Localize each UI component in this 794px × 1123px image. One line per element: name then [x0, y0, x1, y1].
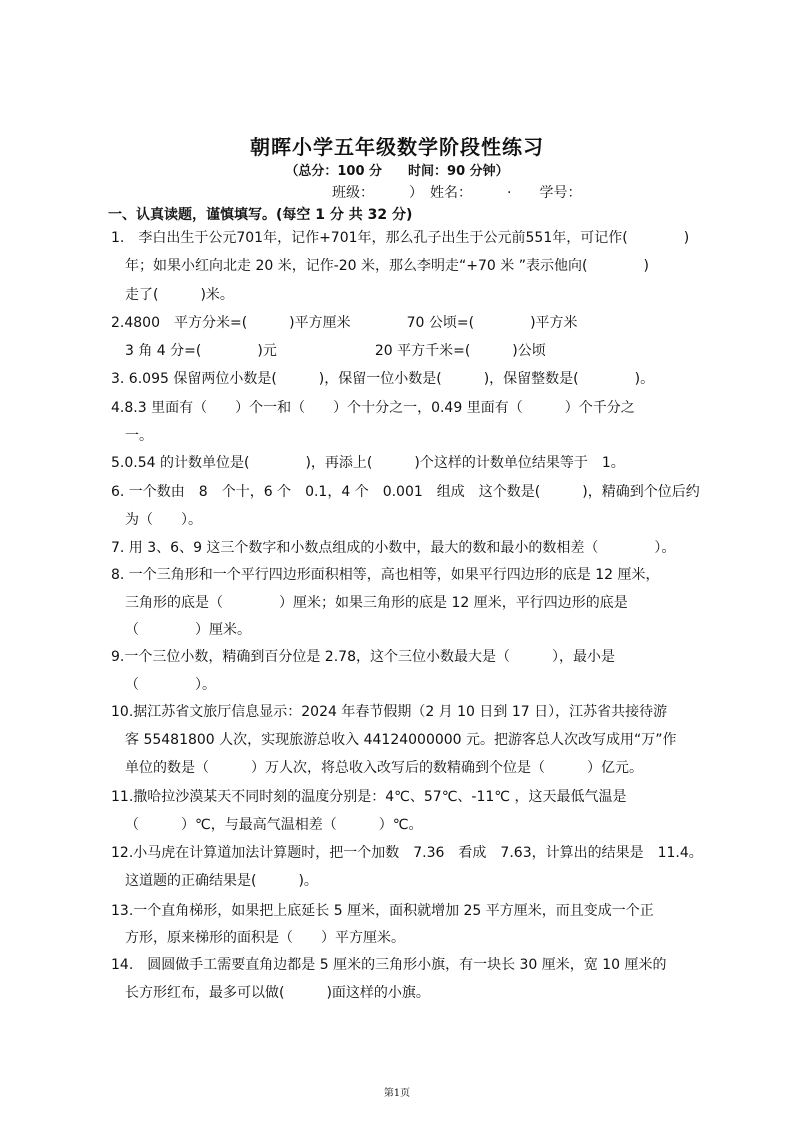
question-line: 3 角 4 分=( )元 20 平方千米=( )公顷: [125, 343, 546, 359]
question-line: 2.4800 平方分米=( )平方厘米 70 公顷=( )平方米: [111, 315, 578, 331]
question-line: 客 55481800 人次，实现旅游总收入 44124000000 元。把游客总人次改写成用“万”作: [125, 732, 677, 748]
question-line: 7. 用 3、6、9 这三个数字和小数点组成的小数中，最大的数和最小的数相差（ ）。: [111, 540, 676, 556]
student-info-line: 班级： ） 姓名： · 学号：: [332, 185, 582, 201]
question-line: 5.0.54 的计数单位是( )，再添上( )个这样的计数单位结果等于 1。: [111, 455, 625, 471]
question-line: 长方形红布，最多可以做( )面这样的小旗。: [125, 985, 430, 1001]
question-line: 方形，原来梯形的面积是（ ）平方厘米。: [125, 930, 405, 946]
question-line: 单位的数是（ ）万人次，将总收入改写后的数精确到个位是（ ）亿元。: [125, 760, 643, 776]
question-line: 11.撒哈拉沙漠某天不同时刻的温度分别是：4℃、57℃、-11℃ ，这天最低气温是: [111, 789, 627, 805]
question-line: （ ）厘米。: [125, 622, 251, 638]
page-title: 朝晖小学五年级数学阶段性练习: [250, 135, 544, 159]
question-line: 13.一个直角梯形，如果把上底延长 5 厘米，面积就增加 25 平方厘米，而且变成一个正: [111, 903, 654, 919]
question-line: 10.据江苏省文旅厅信息显示：2024 年春节假期（2 月 10 日到 17 日），江苏省共接待游: [111, 704, 668, 720]
exam-meta: （总分：100 分 时间：90 分钟）: [285, 164, 509, 179]
question-line: 9.一个三位小数，精确到百分位是 2.78，这个三位小数最大是（ ），最小是: [111, 649, 615, 665]
question-line: 4.8.3 里面有（ ）个一和（ ）个十分之一，0.49 里面有（ ）个千分之: [111, 400, 635, 416]
question-line: 三角形的底是（ ）厘米；如果三角形的底是 12 厘米，平行四边形的底是: [125, 595, 628, 611]
question-line: 这道题的正确结果是( )。: [125, 873, 318, 889]
question-line: 走了( )米。: [125, 287, 234, 303]
section-heading: 一、认真读题，谨慎填写。(每空 1 分 共 32 分): [108, 207, 413, 223]
question-line: 3. 6.095 保留两位小数是( )，保留一位小数是( )，保留整数是( )。: [111, 371, 655, 387]
question-line: 一。: [125, 428, 153, 444]
question-line: 14. 圆圆做手工需要直角边都是 5 厘米的三角形小旗，有一块长 30 厘米，宽 10 厘米的: [111, 957, 667, 973]
question-line: （ ）。: [125, 677, 216, 693]
page-number: 第1页: [383, 1088, 411, 1099]
question-line: 为（ ）。: [125, 512, 202, 528]
question-line: 6. 一个数由 8 个十，6 个 0.1，4 个 0.001 组成 这个数是( )，精确到个位后约: [111, 484, 700, 500]
question-line: （ ）℃，与最高气温相差（ ）℃。: [125, 817, 423, 833]
question-line: 年；如果小红向北走 20 米，记作-20 米，那么李明走“+70 米 ”表示他向( ): [125, 258, 649, 274]
question-line: 8. 一个三角形和一个平行四边形面积相等，高也相等，如果平行四边形的底是 12 厘米，: [111, 567, 660, 583]
question-line: 12.小马虎在计算道加法计算题时，把一个加数 7.36 看成 7.63，计算出的结果是 11.4。: [111, 845, 703, 861]
question-line: 1. 李白出生于公元701年，记作+701年，那么孔子出生于公元前551年，可记作( ): [111, 230, 690, 246]
